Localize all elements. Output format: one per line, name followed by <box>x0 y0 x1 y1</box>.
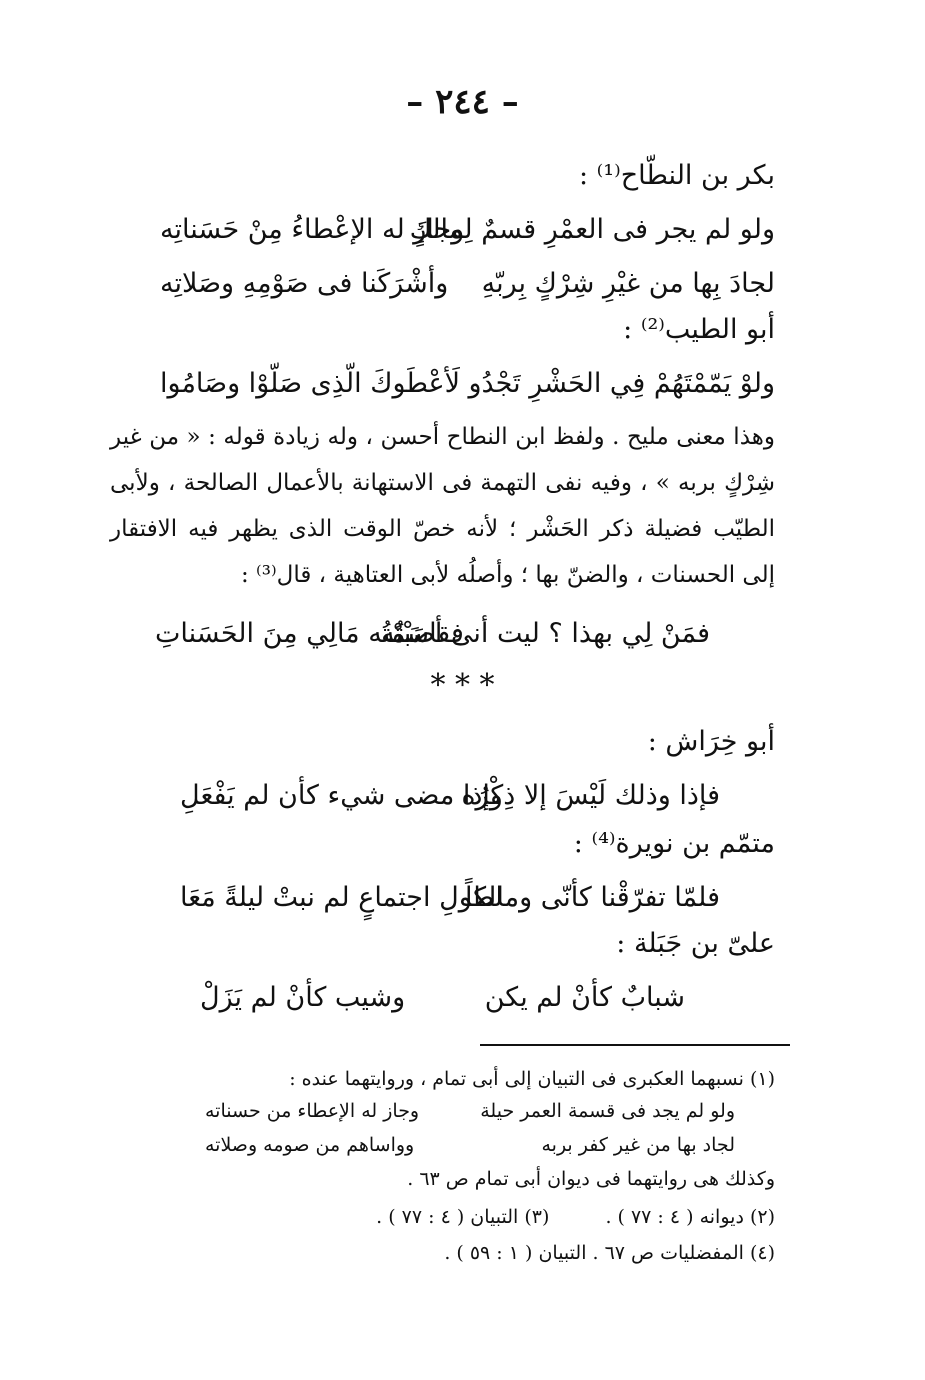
poet-name: بكر بن النطّاح⁽¹⁾ : <box>578 160 775 191</box>
footnote-hemistich-first: ولو لم يجد فى قسمة العمر حيلة <box>480 1100 735 1122</box>
poet-name: أبو الطيب⁽²⁾ : <box>623 314 775 345</box>
verse-hemistich-first: شبابٌ كأنْ لم يكن <box>484 982 685 1013</box>
footnote-verse <box>205 1134 735 1164</box>
section-divider: * * * <box>430 668 495 703</box>
poet-name: علىّ بن جَبَلة : <box>616 928 775 959</box>
footnote-4: (٤) المفضليات ص ٦٧ . التبيان ( ١ : ٥٩ ) . <box>444 1242 775 1264</box>
footnote-3: (٣) التبيان ( ٤ : ٧٧ ) . <box>376 1206 550 1228</box>
footnote-1-outro: وكذلك هى روايتهما فى ديوان أبى تمام ص ٦٣ . <box>407 1168 775 1190</box>
footnote-hemistich-second: وواساهم من صومه وصلاته <box>205 1134 415 1156</box>
footnote-hemistich-first: لجاد بها من غير كفر بربه <box>541 1134 735 1156</box>
prose-paragraph: وهذا معنى مليح . ولفظ ابن النطاح أحسن ، وله زيادة قوله : « من غير شِرْكٍ بربه » ، وفيه نفى التهمة فى الاستهانة بالأعمال الصالحة ، ولأبى الطيّب فضيلة ذكر الحَشْر ؛ لأنه خصّ الوقت الذى يظهر فيه الافتقار إلى الحسنات ، والضنّ بها ؛ وأصلُه لأبى العتاهية ، قال⁽³⁾ : <box>110 424 775 588</box>
verse-hemistich-second: لطولِ اجتماعٍ لم نبتْ ليلةً مَعَا <box>180 882 504 913</box>
verse-line <box>180 774 720 818</box>
verse-hemistich-first: فإذا وذلك لَيْسَ إلا ذِكْرُه <box>461 780 720 811</box>
verse-hemistich-second: وشيب كأنْ لم يَزَلْ <box>200 982 406 1013</box>
footnote-rule <box>480 1044 790 1046</box>
footnote-1-intro: (١) نسبهما العكبرى فى التبيان إلى أبى تمام ، وروايتهما عنده : <box>289 1068 775 1090</box>
footnote-hemistich-second: وجاز له الإعطاء من حسناته <box>205 1100 420 1122</box>
verse-hemistich-first: ولوْ يَمّمْتَهُمْ فِي الحَشْرِ تَجْدُو <box>468 368 775 399</box>
poet-name: أبو خِرَاش : <box>647 726 775 757</box>
footnote-2: (٢) ديوانه ( ٤ : ٧٧ ) . <box>605 1206 775 1228</box>
verse-line <box>160 262 775 306</box>
verse-hemistich-first: لجادَ بِها من غيْرِ شِرْكٍ بِربّهِ <box>481 268 775 299</box>
verse-hemistich-first: فلمّا تفرّقْنا كأنّى ومالكاً <box>465 882 720 913</box>
verse-hemistich-second: فقاسَمْتُه مَالِي مِنَ الحَسَناتِ <box>155 618 464 649</box>
verse-line <box>200 976 685 1020</box>
verse-line <box>160 362 775 406</box>
verse-line <box>155 612 710 656</box>
page-number: – ٢٤٤ – <box>406 82 519 122</box>
footnote-refs-2-3 <box>326 1206 775 1228</box>
verse-hemistich-first: ولو لم يجر فى العمْرِ قسمٌ لِمالكٍ <box>409 214 775 245</box>
verse-hemistich-first: فمَنْ لِي بهذا ؟ ليت أنى أصَبْتُه <box>381 618 710 649</box>
verse-hemistich-second: وجازَ له الإعْطاءُ مِنْ حَسَناتِه <box>160 214 465 245</box>
verse-line <box>160 208 775 252</box>
verse-hemistich-second: وأشْرَكَنا فى صَوْمِهِ وصَلاتِه <box>160 268 449 299</box>
verse-hemistich-second: لَأعْطَوكَ الّذِى صَلّوْا وصَامُوا <box>160 368 461 399</box>
poet-name: متمّم بن نويرة⁽⁴⁾ : <box>573 828 775 859</box>
verse-hemistich-second: وإذا مضى شيء كأن لم يَفْعَلِ <box>180 780 503 811</box>
verse-line <box>180 876 720 920</box>
footnote-verse <box>205 1100 735 1130</box>
